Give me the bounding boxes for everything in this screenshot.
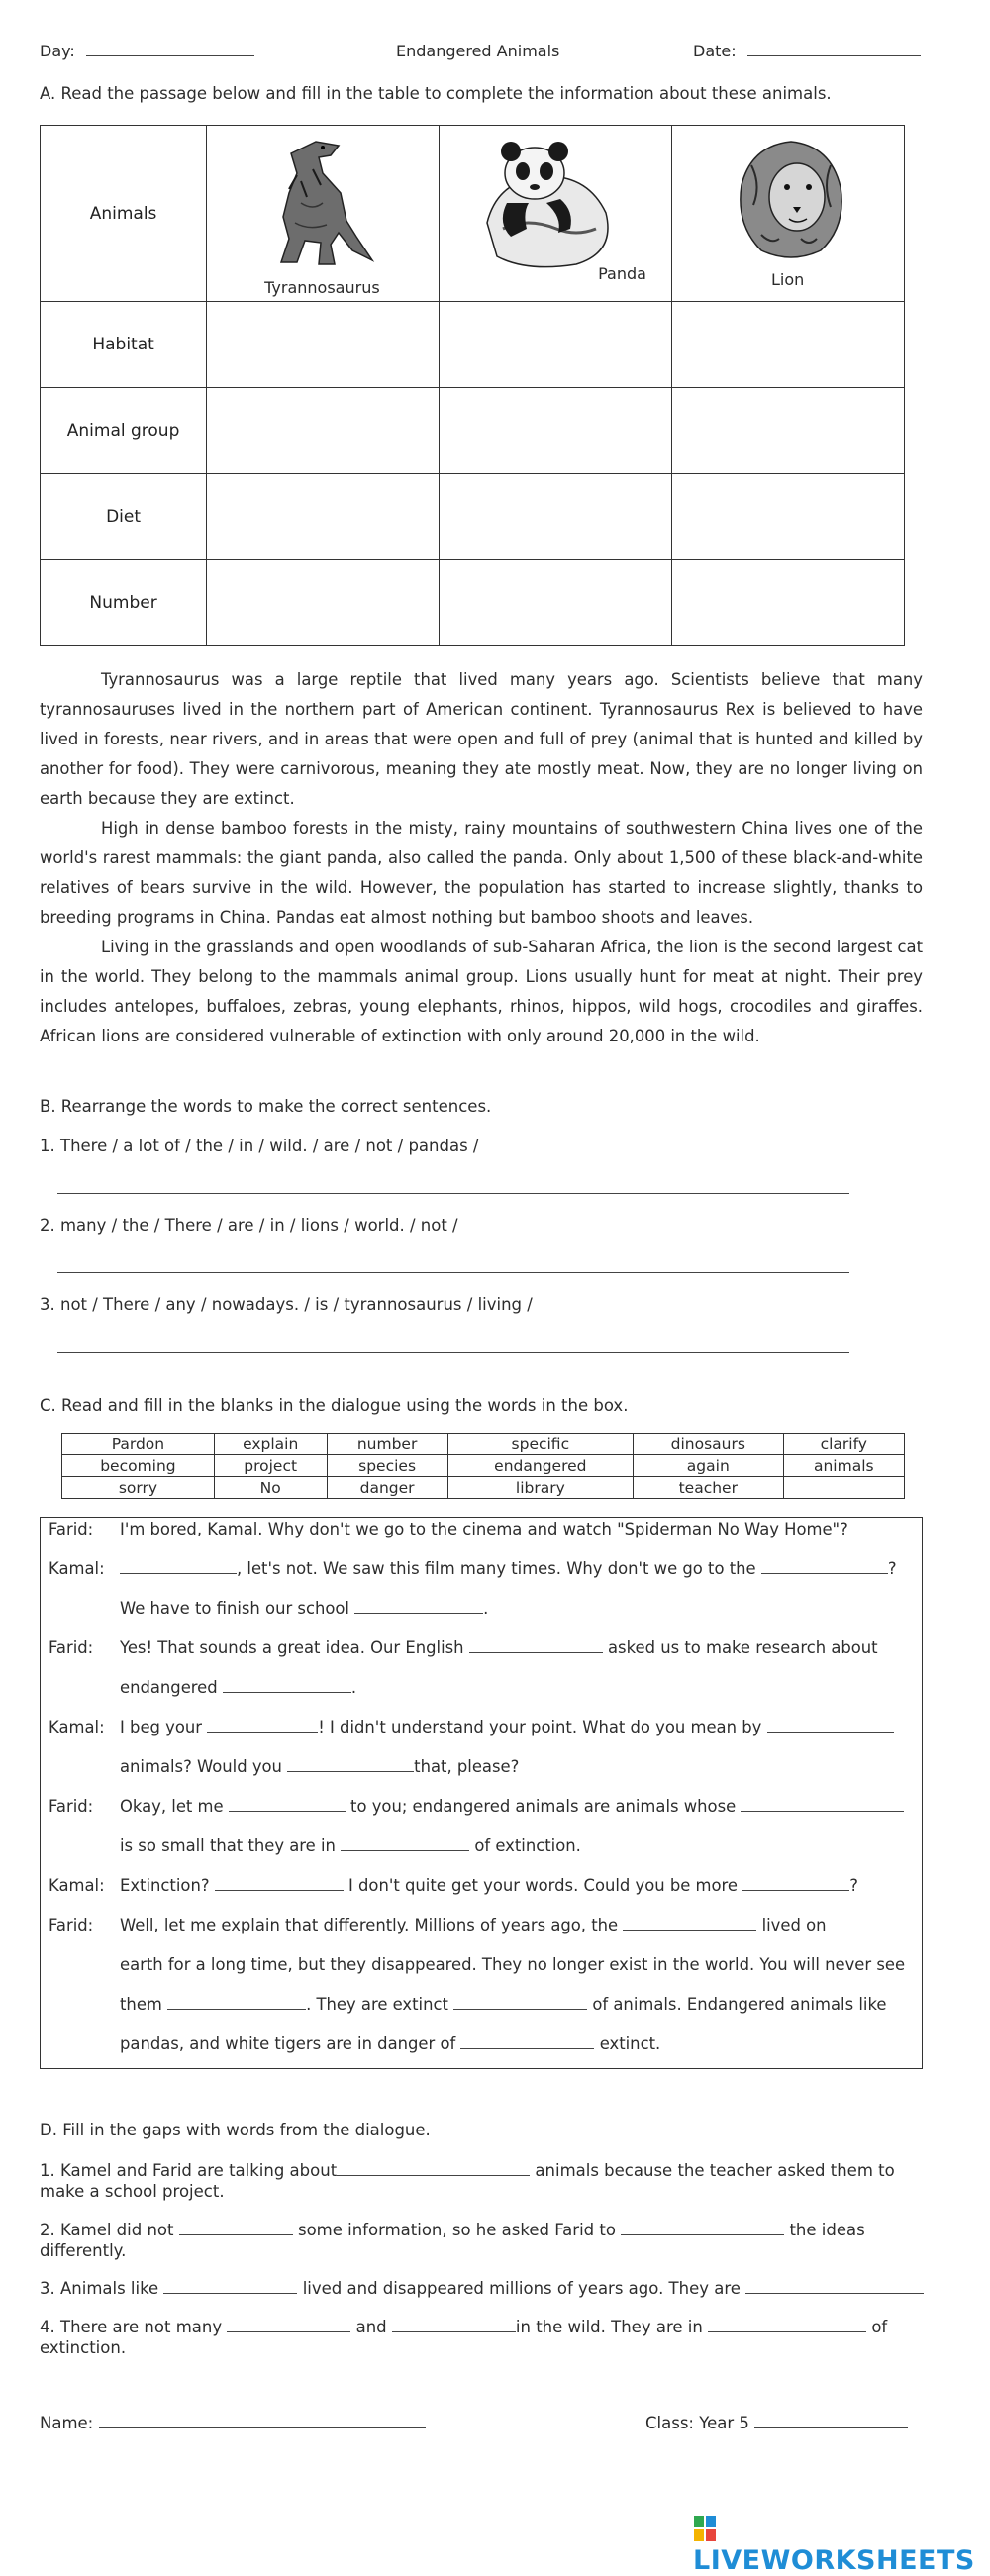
- dialogue-text: Well, let me explain that differently. Millions of years ago, the: [120, 1916, 619, 1934]
- blank-input[interactable]: [223, 1678, 351, 1693]
- animal-cell-panda: [440, 126, 672, 302]
- speaker-farid: Farid:: [49, 1520, 94, 1538]
- gap-item-4: [40, 2317, 931, 2358]
- blank-input[interactable]: [227, 2318, 350, 2332]
- liveworksheets-logo-icon: [693, 2515, 717, 2542]
- dialogue-text: that, please?: [414, 1757, 520, 1776]
- blank-input[interactable]: [229, 1797, 346, 1812]
- passage-paragraph-lion: Living in the grasslands and open woodlands of sub-Saharan Africa, the lion is the second largest cat in the world. They belong to the mammals animal group. Lions usually hunt for meat at night. Their prey includes antelopes, buffaloes, zebras, young elephants, rhinos, hippos, wild hogs, crocodiles and giraffes. African lions are considered vulnerable of extinction with only around 20,000 in the wild.: [40, 938, 923, 1045]
- passage-paragraph-tyrannosaurus: Tyrannosaurus was a large reptile that lived many years ago. Scientists believe that many tyrannosauruses lived in the northern part of American continent. Tyrannosaurus Rex is believed to have lived in forests, near rivers, and in areas that were open and full of prey (animal that is hunted and killed by another for food). They were carnivorous, meaning they ate mostly meat. Now, they are no longer living on earth because they are extinct.: [40, 670, 923, 808]
- dialogue-text: Extinction?: [120, 1876, 210, 1895]
- dialogue-text: them: [120, 1995, 162, 2014]
- name-field: [40, 2414, 426, 2432]
- blank-input[interactable]: [341, 1836, 469, 1851]
- dialogue-text: . They are extinct: [306, 1995, 448, 2014]
- dialogue-line: [120, 1757, 519, 1776]
- blank-input[interactable]: [179, 2221, 293, 2235]
- dialogue-text: Okay, let me: [120, 1797, 224, 1816]
- dialogue-line: [120, 1916, 827, 1934]
- answer-line[interactable]: [57, 1271, 849, 1273]
- dialogue-text: ?: [849, 1876, 858, 1895]
- word-box-cell: again: [634, 1455, 784, 1477]
- answer-line[interactable]: [57, 1192, 849, 1194]
- gap-text: lived and disappeared millions of years ago. They are: [302, 2279, 741, 2298]
- rearrange-item-2: 2. many / the / There / are / in / lions / world. / not /: [40, 1216, 458, 1235]
- date-field: [693, 42, 921, 60]
- gap-text: make a school project.: [40, 2182, 225, 2201]
- animal-name-panda: Panda: [598, 264, 646, 283]
- dialogue-line: [120, 2034, 660, 2053]
- word-box-cell: No: [214, 1477, 327, 1499]
- dialogue-text: Yes! That sounds a great idea. Our English: [120, 1638, 464, 1657]
- word-box-cell: [783, 1477, 904, 1499]
- blank-input[interactable]: [120, 1559, 237, 1574]
- answer-cell[interactable]: [207, 388, 440, 474]
- speaker-kamal: Kamal:: [49, 1559, 105, 1578]
- dialogue-text: pandas, and white tigers are in danger of: [120, 2034, 456, 2053]
- answer-cell[interactable]: [672, 302, 905, 388]
- dialogue-text: I beg your: [120, 1718, 203, 1736]
- dialogue-text: asked us to make research about: [608, 1638, 878, 1657]
- answer-cell[interactable]: [440, 560, 672, 646]
- gap-text: 1. Kamel and Farid are talking about: [40, 2161, 338, 2180]
- speaker-kamal: Kamal:: [49, 1876, 105, 1895]
- answer-cell[interactable]: [440, 302, 672, 388]
- blank-input[interactable]: [761, 1559, 888, 1574]
- date-blank[interactable]: [747, 54, 921, 56]
- date-label: Date:: [693, 42, 737, 60]
- answer-cell[interactable]: [207, 302, 440, 388]
- dialogue-text: , let's not. We saw this film many times. Why don't we go to the: [237, 1559, 756, 1578]
- dialogue-line: [120, 1599, 488, 1618]
- blank-input[interactable]: [287, 1757, 414, 1772]
- dialogue-text: animals? Would you: [120, 1757, 282, 1776]
- animal-cell-tyrannosaurus: [207, 126, 440, 302]
- dialogue-line: [120, 1638, 878, 1657]
- blank-input[interactable]: [392, 2318, 516, 2332]
- rearrange-item-1: 1. There / a lot of / the / in / wild. / are / not / pandas /: [40, 1137, 479, 1155]
- word-box-cell: Pardon: [62, 1434, 215, 1455]
- blank-input[interactable]: [623, 1916, 756, 1931]
- blank-input[interactable]: [337, 2161, 530, 2176]
- dialogue-line: [120, 1559, 897, 1578]
- row-label-habitat: Habitat: [41, 302, 207, 388]
- blank-input[interactable]: [207, 1718, 318, 1733]
- logo-text: LIVEWORKSHEETS: [693, 2545, 975, 2576]
- dialogue-text: of animals. Endangered animals like: [592, 1995, 887, 2014]
- row-label-animal-group: Animal group: [41, 388, 207, 474]
- panda-illustration: [467, 134, 616, 272]
- dialogue-text: We have to finish our school: [120, 1599, 349, 1618]
- section-a-instruction: A. Read the passage below and fill in the table to complete the information about these animals.: [40, 84, 832, 103]
- blank-input[interactable]: [167, 1995, 306, 2010]
- dialogue-line: [120, 1678, 356, 1697]
- blank-input[interactable]: [163, 2279, 297, 2294]
- word-box-cell: number: [327, 1434, 447, 1455]
- answer-cell[interactable]: [672, 388, 905, 474]
- animal-name-tyrannosaurus: Tyrannosaurus: [264, 278, 380, 297]
- gap-text: the ideas: [789, 2221, 865, 2239]
- gap-text: 3. Animals like: [40, 2279, 159, 2298]
- name-label: Name:: [40, 2414, 94, 2432]
- section-b-instruction: B. Rearrange the words to make the correct sentences.: [40, 1097, 492, 1116]
- gap-text: some information, so he asked Farid to: [297, 2221, 616, 2239]
- gap-text: of: [871, 2318, 888, 2336]
- gap-text: animals because the teacher asked them to: [535, 2161, 895, 2180]
- gap-item-3: [40, 2279, 931, 2298]
- dialogue-box: [40, 1517, 923, 2069]
- answer-cell[interactable]: [440, 474, 672, 560]
- blank-input[interactable]: [621, 2221, 784, 2235]
- gap-text: in the wild. They are in: [515, 2318, 703, 2336]
- blank-input[interactable]: [354, 1599, 483, 1614]
- word-box-cell: explain: [214, 1434, 327, 1455]
- word-box-cell: species: [327, 1455, 447, 1477]
- blank-input[interactable]: [460, 2034, 594, 2049]
- gap-text: extinction.: [40, 2338, 127, 2357]
- dialogue-line: [120, 1797, 904, 1816]
- dialogue-text: lived on: [761, 1916, 827, 1934]
- tyrannosaurus-illustration: [261, 134, 380, 272]
- speaker-farid: Farid:: [49, 1638, 94, 1657]
- word-box-cell: clarify: [783, 1434, 904, 1455]
- row-label-diet: Diet: [41, 474, 207, 560]
- dialogue-text: endangered: [120, 1678, 218, 1697]
- liveworksheets-logo[interactable]: [693, 2515, 990, 2576]
- rearrange-item-3: 3. not / There / any / nowadays. / is / tyrannosaurus / living /: [40, 1295, 533, 1314]
- worksheet-title: Endangered Animals: [396, 42, 560, 60]
- name-input[interactable]: [99, 2414, 426, 2428]
- blank-input[interactable]: [469, 1638, 603, 1653]
- dialogue-text: I don't quite get your words. Could you be more: [347, 1876, 739, 1895]
- day-blank[interactable]: [86, 54, 254, 56]
- row-label-number: Number: [41, 560, 207, 646]
- dialogue-line: [120, 1995, 886, 2014]
- blank-input[interactable]: [767, 1718, 894, 1733]
- blank-input[interactable]: [215, 1876, 344, 1891]
- dialogue-line: [120, 1876, 858, 1895]
- word-box-cell: animals: [783, 1455, 904, 1477]
- class-label: Class: Year 5: [645, 2414, 749, 2432]
- blank-input[interactable]: [741, 1797, 904, 1812]
- section-c-instruction: C. Read and fill in the blanks in the dialogue using the words in the box.: [40, 1396, 629, 1415]
- answer-cell[interactable]: [207, 560, 440, 646]
- word-box-cell: sorry: [62, 1477, 215, 1499]
- dialogue-line: [120, 1718, 894, 1736]
- animal-name-lion: Lion: [771, 270, 805, 289]
- gap-text: 4. There are not many: [40, 2318, 223, 2336]
- word-box-cell: dinosaurs: [634, 1434, 784, 1455]
- row-label-animals: Animals: [41, 126, 207, 302]
- speaker-farid: Farid:: [49, 1916, 94, 1934]
- dialogue-text: extinct.: [599, 2034, 661, 2053]
- word-box-cell: library: [447, 1477, 633, 1499]
- dialogue-text: of extinction.: [474, 1836, 581, 1855]
- reading-passage: [40, 665, 923, 1051]
- answer-cell[interactable]: [672, 560, 905, 646]
- section-d-instruction: D. Fill in the gaps with words from the dialogue.: [40, 2121, 431, 2139]
- day-field: [40, 42, 254, 60]
- dialogue-text: ! I didn't understand your point. What do you mean by: [318, 1718, 762, 1736]
- class-input[interactable]: [754, 2414, 908, 2428]
- speaker-kamal: Kamal:: [49, 1718, 105, 1736]
- answer-cell[interactable]: [672, 474, 905, 560]
- gap-text: differently.: [40, 2241, 127, 2260]
- word-box-cell: project: [214, 1455, 327, 1477]
- answer-cell[interactable]: [207, 474, 440, 560]
- gap-text: 2. Kamel did not: [40, 2221, 174, 2239]
- dialogue-text: .: [350, 1678, 357, 1697]
- speaker-farid: Farid:: [49, 1797, 94, 1816]
- word-box-cell: teacher: [634, 1477, 784, 1499]
- lion-illustration: [732, 136, 850, 264]
- blank-input[interactable]: [745, 2279, 924, 2294]
- blank-input[interactable]: [453, 1995, 587, 2010]
- dialogue-text: ?: [887, 1559, 897, 1578]
- dialogue-text: to you; endangered animals are animals whose: [350, 1797, 737, 1816]
- word-box: [61, 1433, 905, 1499]
- dialogue-text: is so small that they are in: [120, 1836, 336, 1855]
- word-box-cell: endangered: [447, 1455, 633, 1477]
- class-field: [645, 2414, 908, 2432]
- animal-cell-lion: [672, 126, 905, 302]
- dialogue-line: earth for a long time, but they disappeared. They no longer exist in the world. You will never see: [120, 1955, 906, 1974]
- word-box-cell: danger: [327, 1477, 447, 1499]
- blank-input[interactable]: [708, 2318, 866, 2332]
- dialogue-line: [120, 1836, 581, 1855]
- answer-line[interactable]: [57, 1351, 849, 1353]
- passage-paragraph-panda: High in dense bamboo forests in the misty, rainy mountains of southwestern China lives one of the world's rarest mammals: the giant panda, also called the panda. Only about 1,500 of these black-and-white relatives of bears survive in the wild. However, the population has started to increase slightly, thanks to breeding programs in China. Pandas eat almost nothing but bamboo shoots and leaves.: [40, 819, 923, 927]
- gap-text: and: [355, 2318, 387, 2336]
- gap-item-1: [40, 2160, 911, 2202]
- word-box-cell: specific: [447, 1434, 633, 1455]
- answer-cell[interactable]: [440, 388, 672, 474]
- dialogue-text: .: [483, 1599, 489, 1618]
- day-label: Day:: [40, 42, 75, 60]
- word-box-cell: becoming: [62, 1455, 215, 1477]
- dialogue-line: I'm bored, Kamal. Why don't we go to the cinema and watch "Spiderman No Way Home"?: [120, 1520, 848, 1538]
- blank-input[interactable]: [742, 1876, 849, 1891]
- gap-item-2: [40, 2220, 911, 2261]
- animal-info-table: [40, 125, 905, 646]
